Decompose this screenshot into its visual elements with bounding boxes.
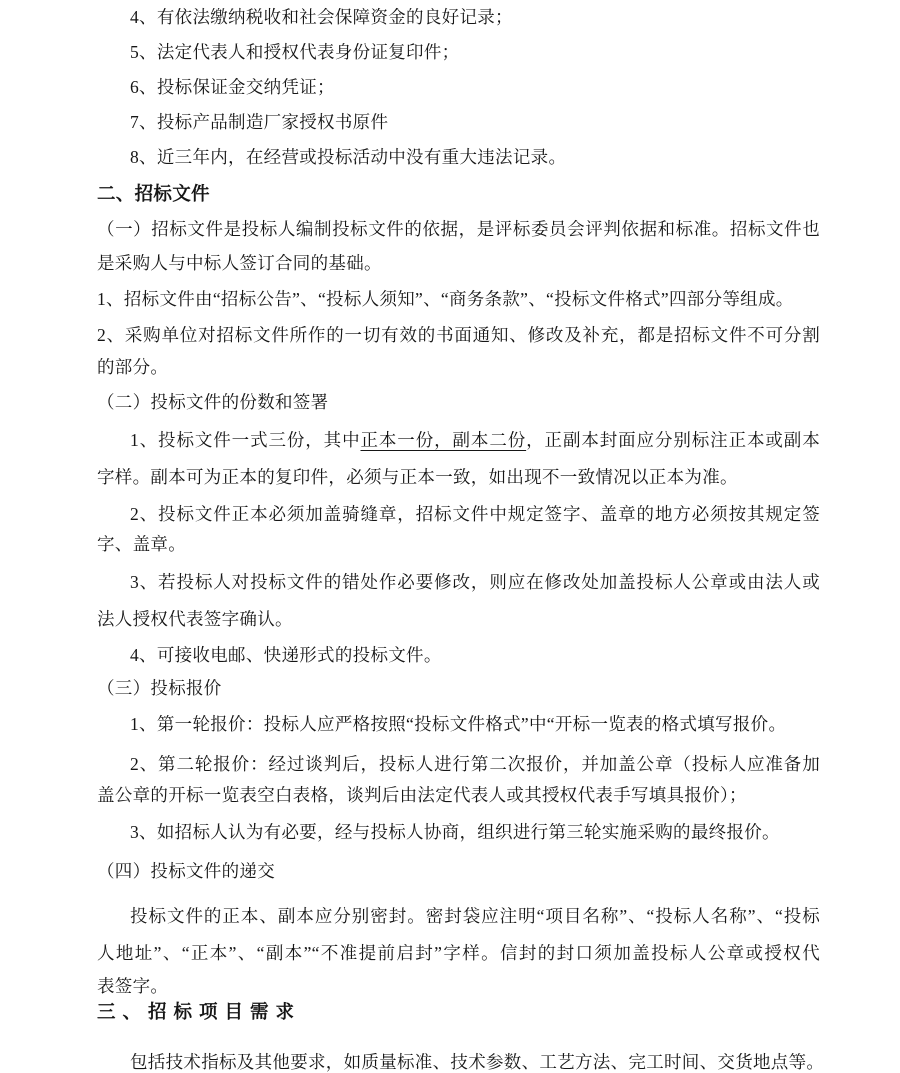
text-segment: 6、投标保证金交纳凭证； — [130, 77, 335, 97]
section-heading-3 — [97, 1000, 820, 1027]
list-item-5 — [130, 39, 820, 66]
list-item-6 — [130, 74, 820, 101]
text-segment: 的部分。 — [97, 357, 169, 377]
text-segment: 7、投标产品制造厂家授权书原件 — [130, 112, 389, 132]
para-2-2-item-1-line-1 — [130, 427, 820, 454]
text-segment: 投标文件的正本、副本应分别密封。密封袋应注明“项目名称”、“投标人名称”、“投标 — [130, 906, 820, 926]
text-segment: （四）投标文件的递交 — [97, 861, 275, 881]
text-segment: 3、若投标人对投标文件的错处作必要修改，则应在修改处加盖投标人公章或由法人或 — [130, 572, 820, 592]
para-2-3-item-3 — [130, 819, 820, 846]
subsection-heading-2-3 — [97, 675, 820, 702]
para-3-line-1 — [130, 1049, 825, 1073]
text-segment: 4、有依法缴纳税收和社会保障资金的良好记录； — [130, 7, 513, 27]
section-heading-2 — [97, 182, 820, 209]
text-segment: 三、招标项目需求 — [97, 1003, 302, 1023]
text-segment: 人地址”、“正本”、“副本”“不准提前启封”字样。信封的封口须加盖投标人公章或授权代 — [97, 943, 820, 963]
para-2-2-item-3-line-2 — [97, 606, 820, 633]
text-segment: 8、近三年内，在经营或投标活动中没有重大违法记录。 — [130, 147, 567, 167]
underlined-text-segment: 正本一份，副本二份 — [360, 430, 527, 450]
text-segment: 法人授权代表签字确认。 — [97, 609, 293, 629]
para-2-4-line-1 — [130, 903, 820, 930]
text-segment: 2、采购单位对招标文件所作的一切有效的书面通知、修改及补充，都是招标文件不可分割 — [97, 325, 820, 345]
text-segment: 盖公章的开标一览表空白表格，谈判后由法定代表人或其授权代表手写填具报价）； — [97, 785, 747, 805]
para-2-2-item-2-line-1 — [130, 501, 820, 528]
para-2-4-line-2 — [97, 940, 820, 967]
text-segment: 字样。副本可为正本的复印件，必须与正本一致，如出现不一致情况以正本为准。 — [97, 467, 738, 487]
text-segment: 2、第二轮报价：经过谈判后，投标人进行第二次报价，并加盖公章（投标人应准备加 — [130, 754, 820, 774]
text-segment: 1、第一轮报价：投标人应严格按照“投标文件格式”中“开标一览表的格式填写报价。 — [130, 714, 787, 734]
list-item-7 — [130, 109, 820, 136]
para-2-1-item-2-line-1 — [97, 322, 820, 349]
para-2-2-item-3-line-1 — [130, 569, 820, 596]
text-segment: 包括技术指标及其他要求，如质量标准、技术参数、工艺方法、完工时间、交货地点等。 — [130, 1052, 825, 1072]
para-2-1-line-1 — [97, 216, 820, 243]
text-segment: 3、如招标人认为有必要，经与投标人协商，组织进行第三轮实施采购的最终报价。 — [130, 822, 780, 842]
text-segment: （一）招标文件是投标人编制投标文件的依据，是评标委员会评判依据和标准。招标文件也 — [97, 219, 820, 239]
para-2-1-line-2 — [97, 250, 820, 277]
text-segment: 是采购人与中标人签订合同的基础。 — [97, 253, 382, 273]
text-segment: 表签字。 — [97, 976, 169, 996]
subsection-heading-2-4 — [97, 858, 820, 885]
list-item-8 — [130, 144, 820, 171]
subsection-heading-2-2 — [97, 389, 820, 416]
text-segment: （三）投标报价 — [97, 678, 222, 698]
para-2-4-line-3 — [97, 973, 820, 1000]
text-segment: （二）投标文件的份数和签署 — [97, 392, 329, 412]
text-segment: 1、投标文件一式三份，其中 — [130, 430, 361, 450]
para-2-3-item-2-line-1 — [130, 751, 820, 778]
list-item-4 — [130, 4, 820, 31]
text-segment: 字、盖章。 — [97, 534, 186, 554]
para-2-2-item-1-line-2 — [97, 464, 820, 491]
text-segment: 4、可接收电邮、快递形式的投标文件。 — [130, 645, 442, 665]
text-segment: 1、招标文件由“招标公告”、“投标人须知”、“商务条款”、“投标文件格式”四部分等组成。 — [97, 289, 794, 309]
para-2-1-item-1 — [97, 286, 820, 313]
text-segment: 2、投标文件正本必须加盖骑缝章，招标文件中规定签字、盖章的地方必须按其规定签 — [130, 504, 820, 524]
text-segment: 二、招标文件 — [97, 185, 210, 205]
para-2-2-item-2-line-2 — [97, 531, 820, 558]
para-2-3-item-2-line-2 — [97, 782, 820, 809]
para-2-2-item-4 — [130, 642, 820, 669]
para-2-1-item-2-line-2 — [97, 354, 820, 381]
text-segment: ，正副本封面应分别标注正本或副本 — [526, 430, 820, 450]
text-segment: 5、法定代表人和授权代表身份证复印件； — [130, 42, 460, 62]
para-2-3-item-1 — [130, 711, 820, 738]
